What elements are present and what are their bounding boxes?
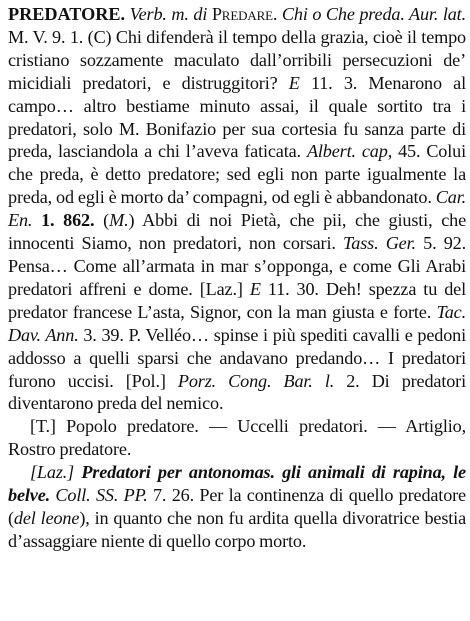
text-run: ) Abbi di noi Pietà, che pii, che giusti, che innocenti Siamo, non predatori, non corsari. bbox=[8, 210, 467, 254]
text-run: Car. En. bbox=[8, 187, 466, 231]
text-run: PREDATORE. bbox=[8, 4, 126, 24]
text-run: ( bbox=[94, 210, 110, 231]
text-run: Coll. SS. PP. bbox=[55, 485, 148, 506]
text-run bbox=[32, 210, 41, 230]
text-run: Verb. m. di bbox=[129, 4, 212, 24]
text-run: [Laz.] bbox=[30, 462, 82, 483]
text-run: 2. Di predatori diventarono preda del nemico. bbox=[8, 370, 466, 414]
text-run: . bbox=[272, 4, 282, 24]
text-run: Chi o Che preda. Aur. lat. bbox=[281, 4, 466, 24]
text-run: 11. 30. Deh! spezza tu del predator francese L’asta, Signor, con la man giusta e forte. bbox=[8, 278, 466, 322]
text-run: 7. 26. Per la continenza di quello predatore ( bbox=[8, 485, 466, 528]
entry-definition-paragraph bbox=[8, 3, 466, 415]
text-run: Tass. Ger. bbox=[342, 233, 416, 254]
text-run: Tac. Dav. Ann. bbox=[8, 301, 466, 345]
text-run: 11. 3. Menarono al campo… altro bestiame minuto assai, il quale sortito tra i predatori, solo M. Bonifazio per sua cortesia fu sanza parte di preda, lasciandola a chi l’aveva faticata. bbox=[8, 72, 466, 162]
text-run: E bbox=[288, 72, 300, 93]
text-run: [T.] Popolo predatore. — Uccelli predatori. — Artiglio, Rostro predatore. bbox=[8, 416, 466, 460]
text-run: Predare bbox=[211, 4, 273, 24]
text-run: del leone bbox=[13, 507, 80, 528]
text-run: M. bbox=[109, 210, 129, 231]
text-run: Porz. Cong. Bar. l. bbox=[177, 370, 335, 391]
text-run: ), in quanto che non fu ardita quella divoratrice bestia d’assaggiare niente di quello corpo morto. bbox=[8, 507, 466, 551]
text-run: E bbox=[249, 278, 261, 299]
text-run: , 45. Colui che preda, è detto predatore; sed egli non parte igualmente la preda, od egli è morto da’ compagni, od egli è abbandonato. bbox=[8, 141, 467, 208]
text-run: Predatori per antonomas. gli animali di rapina, le belve. bbox=[8, 462, 466, 506]
text-run: 5. 92. Pensa… Come all’armata in mar s’opponga, e come Gli Arabi predatori affreni e dome. [Laz.] bbox=[8, 233, 466, 299]
entry-antonomasia-paragraph bbox=[8, 461, 466, 553]
text-run: Albert. cap bbox=[306, 141, 388, 162]
text-run: 3. 39. P. Velléo… spinse i più spediti cavalli e pedoni addosso a quelli sparsi che andavano predando… I predatori furono uccisi. [Pol.] bbox=[8, 324, 466, 391]
text-run: M. V. 9. 1. (C) Chi difenderà il tempo della grazia, cioè il tempo cristiano sozzamente maculato dall’orribili persecuzioni de’ micidiali predatori, e distruggitori? bbox=[8, 26, 466, 93]
text-run: 1. 862. bbox=[41, 210, 95, 231]
entry-usage-paragraph bbox=[8, 415, 466, 461]
